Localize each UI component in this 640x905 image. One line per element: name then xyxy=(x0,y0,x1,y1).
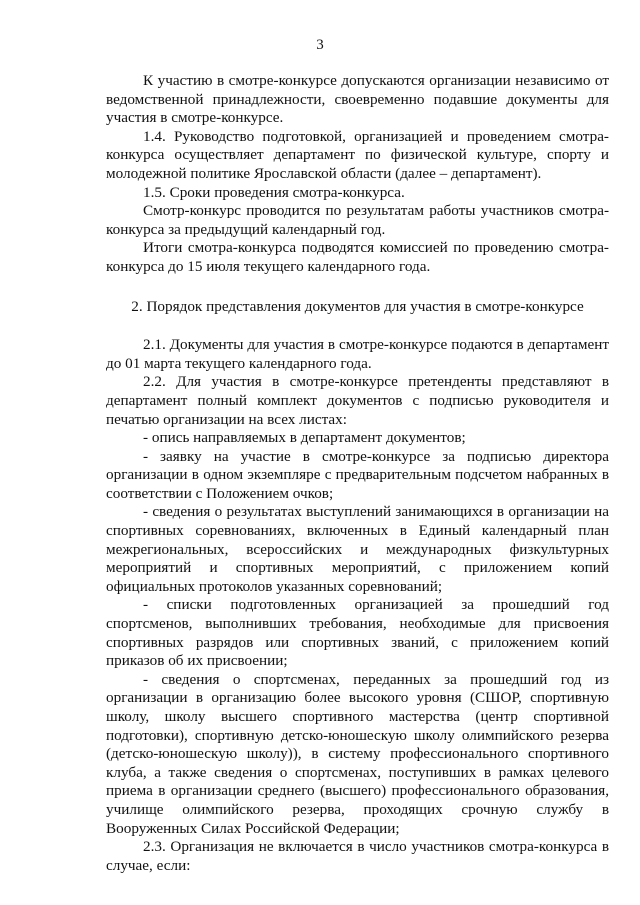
list-item-inventory: - опись направляемых в департамент документов; xyxy=(143,429,466,447)
page-number: 3 xyxy=(316,37,324,53)
paragraph-review-basis: Смотр-конкурс проводится по результатам работы участников смотра-конкурса за предыдущий календарный год. xyxy=(106,202,609,238)
paragraph-2-2: 2.2. Для участия в смотре-конкурсе претенденты представляют в департамент полный комплект документов с подписью руководителя и печатью организации на всех листах: xyxy=(106,373,609,428)
paragraph-1-5: 1.5. Сроки проведения смотра-конкурса. xyxy=(143,183,405,201)
list-item-competition-results: - сведения о результатах выступлений занимающихся в организации на спортивных соревнованиях, включенных в Единый календарный план межрегиональных, всероссийских и международных физкультурных мероприятий и спортивных мероприятий, с приложением копий официальных протоколов указанных соревнований; xyxy=(106,503,609,595)
paragraph-2-3: 2.3. Организация не включается в число участников смотра-конкурса в случае, если: xyxy=(106,838,609,874)
list-item-application: - заявку на участие в смотре-конкурсе за подписью директора организации в одном экземпляре с предварительным подсчетом набранных в соответствии с Положением очков; xyxy=(106,447,609,502)
list-item-transferred-athletes: - сведения о спортсменах, переданных за прошедший год из организации в организацию более высокого уровня (СШОР, спортивную школу, школу высшего спортивного мастерства (центр спортивной подготовки), спортивную детско-юношескую школу олимпийского резерва (детско-юношескую школу)), в систему профессионального спортивного клуба, а также сведения о спортсменах, поступивших в рамках целевого приема в организации среднего (высшего) профессионального образования, училище олимпийского резерва, проходящих срочную службу в Вооруженных Силах Российской Федерации; xyxy=(106,670,609,837)
paragraph-participation: К участию в смотре-конкурсе допускаются организации независимо от ведомственной принадлежности, своевременно подавшие документы для участия в смотре-конкурсе. xyxy=(106,72,609,127)
document-body xyxy=(106,72,609,875)
list-item-athlete-ranks: - списки подготовленных организацией за прошедший год спортсменов, выполнивших требования, необходимые для присвоения спортивных разрядов или спортивных званий, с приложением копий приказов об их присвоении; xyxy=(106,596,609,670)
paragraph-2-1: 2.1. Документы для участия в смотре-конкурсе подаются в департамент до 01 марта текущего календарного года. xyxy=(106,336,609,372)
paragraph-1-4: 1.4. Руководство подготовкой, организацией и проведением смотра-конкурса осуществляет департамент по физической культуре, спорту и молодежной политике Ярославской области (далее – департамент). xyxy=(106,127,609,182)
section-2-heading: 2. Порядок представления документов для участия в смотре-конкурсе xyxy=(131,297,584,315)
paragraph-results-deadline: Итоги смотра-конкурса подводятся комиссией по проведению смотра-конкурса до 15 июля текущего календарного года. xyxy=(106,239,609,275)
